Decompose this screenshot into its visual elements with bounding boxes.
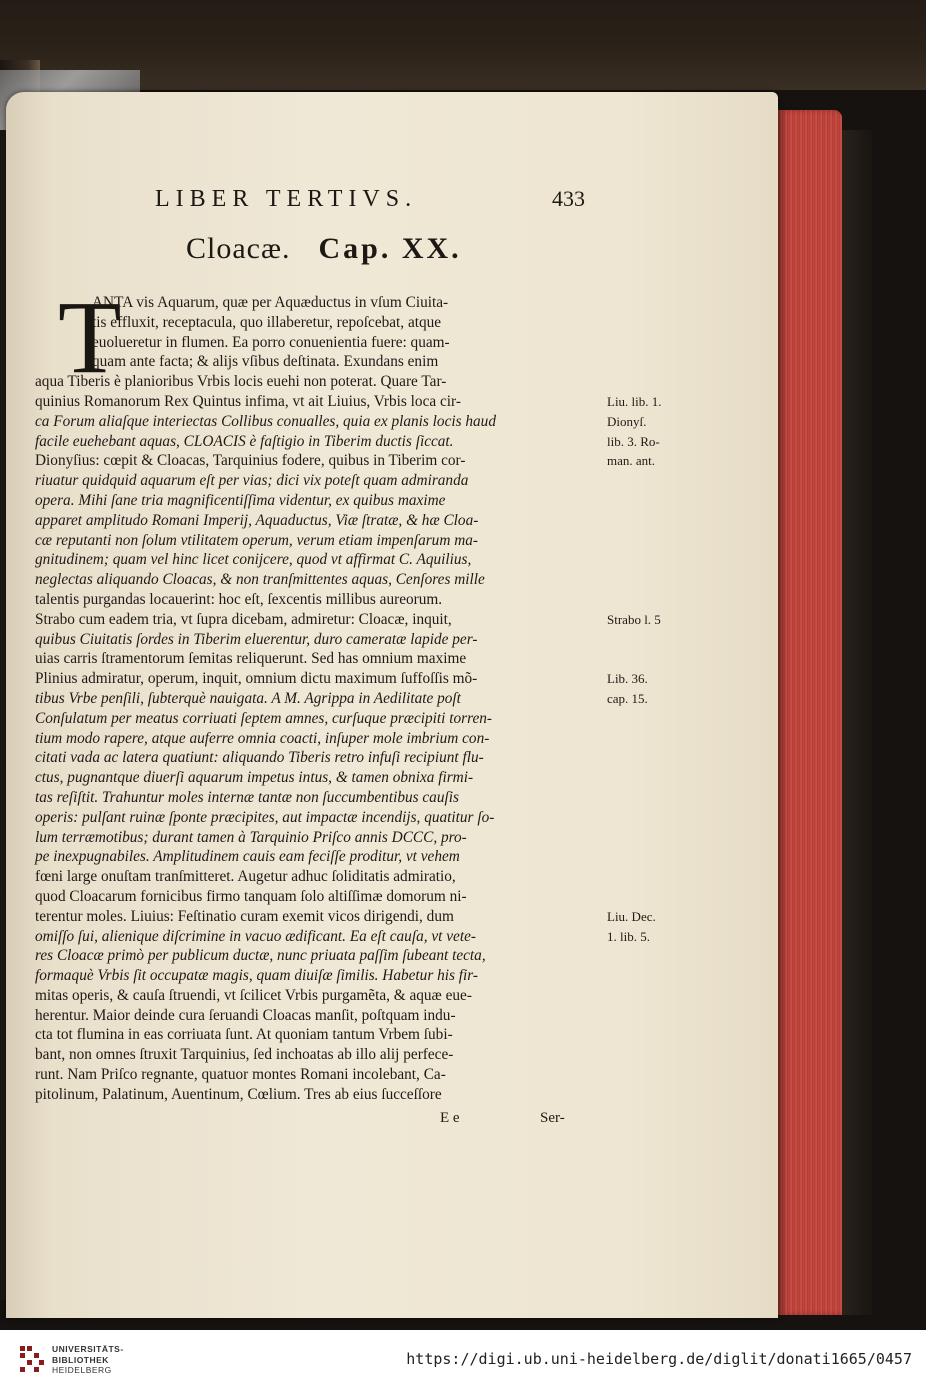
text-line: Dionyſius: cœpit & Cloacas, Tarquinius fodere, quibus in Tiberim cor- — [35, 452, 466, 470]
margin-note: man. ant. — [607, 453, 656, 469]
text-line: apparet amplitudo Romani Imperij, Aquaductus, Viæ ſtratæ, & hæ Cloa- — [35, 511, 479, 529]
text-line: opera. Mihi ſane tria magnificentiſſima videntur, ex quibus maxime — [35, 491, 446, 509]
body-text — [35, 293, 604, 1105]
text-line: ANTA vis Aquarum, quæ per Aquæductus in vſum Ciuita- — [92, 294, 449, 311]
text-line: omiſſo ſui, alienique diſcrimine in vacuo ædificant. Ea eſt cauſa, vt vete- — [35, 927, 476, 945]
text-line: runt. Nam Priſco regnante, quatuor montes Romani incolebant, Ca- — [35, 1066, 446, 1084]
text-line: tibus Vrbe penſili, ſubterquè nauigata. A M. Agrippa in Aedilitate poſt — [35, 689, 461, 707]
text-line: quod Cloacarum fornicibus firmo tanquam ſolo altiſſimæ domorum ni- — [35, 887, 467, 905]
text-line: riuatur quidquid aquarum eſt per vias; dici vix poteſt quam admiranda — [35, 472, 469, 490]
text-line: talentis purgandas locauerint: hoc eſt, ſexcentis millibus aureorum. — [35, 590, 443, 608]
chapter-title: Cloacæ. — [186, 232, 291, 265]
margin-note: Liu. lib. 1. — [607, 394, 662, 409]
text-line: quam ante facta; & alijs vſibus deſtinata. Exundans enim — [92, 353, 439, 371]
red-page-edges — [778, 110, 842, 1315]
text-line: operis: pulſant ruinæ ſponte præcipites, aut impactæ incendijs, quatitur ſo- — [35, 808, 495, 826]
page-number: 433 — [552, 186, 585, 211]
viewer-footer — [0, 1330, 926, 1393]
permalink-url[interactable]: https://digi.ub.uni-heidelberg.de/diglit/donati1665/0457 — [406, 1350, 912, 1368]
text-line: fœni large onuſtam tranſmitteret. Augetur adhuc ſoliditatis admiratio, — [35, 868, 456, 886]
text-line: cæ reputanti non ſolum vtilitatem operum, verum etiam impenſarum ma- — [35, 531, 478, 549]
text-line: herentur. Maior deinde cura ſeruandi Cloacas manſit, poſtquam indu- — [35, 1006, 456, 1024]
text-line: quibus Ciuitatis ſordes in Tiberim eluerentur, duro cameratæ lapide per- — [35, 630, 478, 648]
margin-note: Strabo l. 5 — [607, 611, 661, 627]
text-line: euolueretur in flumen. Ea porro conuenientia fuere: quam- — [92, 333, 450, 351]
text-line: tium modo rapere, atque auferre omnia coacti, inſuper mole imbrium con- — [35, 729, 490, 747]
margin-note: cap. 15. — [607, 691, 648, 706]
text-line: Plinius admiratur, operum, inquit, omnium dictu maximum ſuffoſſis mõ- — [35, 670, 478, 688]
margin-note: Dionyſ. — [607, 413, 647, 429]
catchword: Ser- — [540, 1110, 565, 1126]
margin-note: Lib. 36. — [607, 671, 648, 687]
text-line: aqua Tiberis è planioribus Vrbis locis euehi non poterat. Quare Tar- — [35, 373, 447, 391]
text-line: neglectas aliquando Cloacas, & non tranſmittentes aquas, Cenſores mille — [35, 571, 485, 589]
library-logo-text[interactable] — [52, 1344, 124, 1376]
margin-note: Liu. Dec. — [607, 908, 656, 924]
text-line: res Cloacæ primò per publicum ductæ, nunc priuata paſſim ſubeant tecta, — [35, 947, 486, 965]
running-head: LIBER TERTIVS. — [155, 186, 418, 212]
text-line: gnitudinem; quam vel hinc licet conijcere, quod vt affirmat C. Aquilius, — [35, 551, 472, 569]
text-line: lum terræmotibus; durant tamen à Tarquinio Priſco annis DCCC, pro- — [35, 828, 467, 846]
logo-line: BIBLIOTHEK — [52, 1354, 109, 1365]
text-line: ctus, pugnantque diuerſi aquarum impetus intus, & tamen obnixa firmi- — [35, 769, 474, 787]
text-line: cta tot flumina in eas corriuata ſunt. At quoniam tantum Vrbem ſubi- — [35, 1026, 453, 1044]
margin-note: 1. lib. 5. — [607, 928, 650, 944]
text-line: formaquè Vrbis ſit occupatæ magis, quam diuiſæ ſimilis. Habetur his fir- — [35, 967, 479, 985]
text-line: tis effluxit, receptacula, quo illaberetur, repoſcebat, atque — [92, 313, 442, 331]
text-line: facile euehebant aquas, CLOACIS è faſtigio in Tiberim ductis ſiccat. — [35, 432, 454, 450]
text-line: tas reſiſtit. Trahuntur moles internæ tantæ non ſuccumbentibus cauſis — [35, 788, 459, 806]
chapter-heading — [186, 232, 462, 266]
chapter-number: Cap. XX. — [318, 232, 462, 265]
text-line: bant, non omnes ſtruxit Tarquinius, ſed inchoatas ab illo alij perfece- — [35, 1046, 454, 1064]
text-line: Strabo cum eadem tria, vt ſupra dicebam, admiretur: Cloacæ, inquit, — [35, 610, 452, 628]
text-line: mitas operis, & cauſa ſtruendi, vt ſcilicet Vrbis purgamẽta, & aquæ eue- — [35, 986, 472, 1004]
text-line: terentur moles. Liuius: Feſtinatio curam exemit vicos dirigendi, dum — [35, 907, 454, 925]
text-line: pe inexpugnabiles. Amplitudinem cauis eam feciſſe proditur, vt vehem — [35, 848, 460, 866]
logo-line: HEIDELBERG — [52, 1365, 112, 1375]
text-line: pitolinum, Palatinum, Auentinum, Cœlium. Tres ab eius ſucceſſore — [35, 1085, 442, 1103]
text-line: uias carris ſtramentorum ſemitas reliquerunt. Sed has omnium maxime — [35, 650, 467, 668]
signature-mark: E e — [440, 1110, 460, 1126]
text-line: quinius Romanorum Rex Quintus infima, vt ait Liuius, Vrbis loca cir- — [35, 392, 461, 410]
text-line: Conſulatum per meatus corriuati ſeptem amnes, curſuque præcipiti torren- — [35, 709, 493, 727]
book-cover-edge — [842, 130, 872, 1315]
text-line: ca Forum aliaſque interiectas Collibus conualles, quia ex planis locis haud — [35, 412, 496, 430]
university-seal-icon — [18, 1344, 46, 1376]
drop-capital: T — [58, 280, 122, 395]
text-line: citati vada ac latera quatiunt: aliquando Tiberis retro infuſi recipiunt flu- — [35, 749, 484, 767]
margin-note: lib. 3. Ro- — [607, 433, 660, 449]
logo-line: UNIVERSITÄTS- — [52, 1344, 124, 1354]
